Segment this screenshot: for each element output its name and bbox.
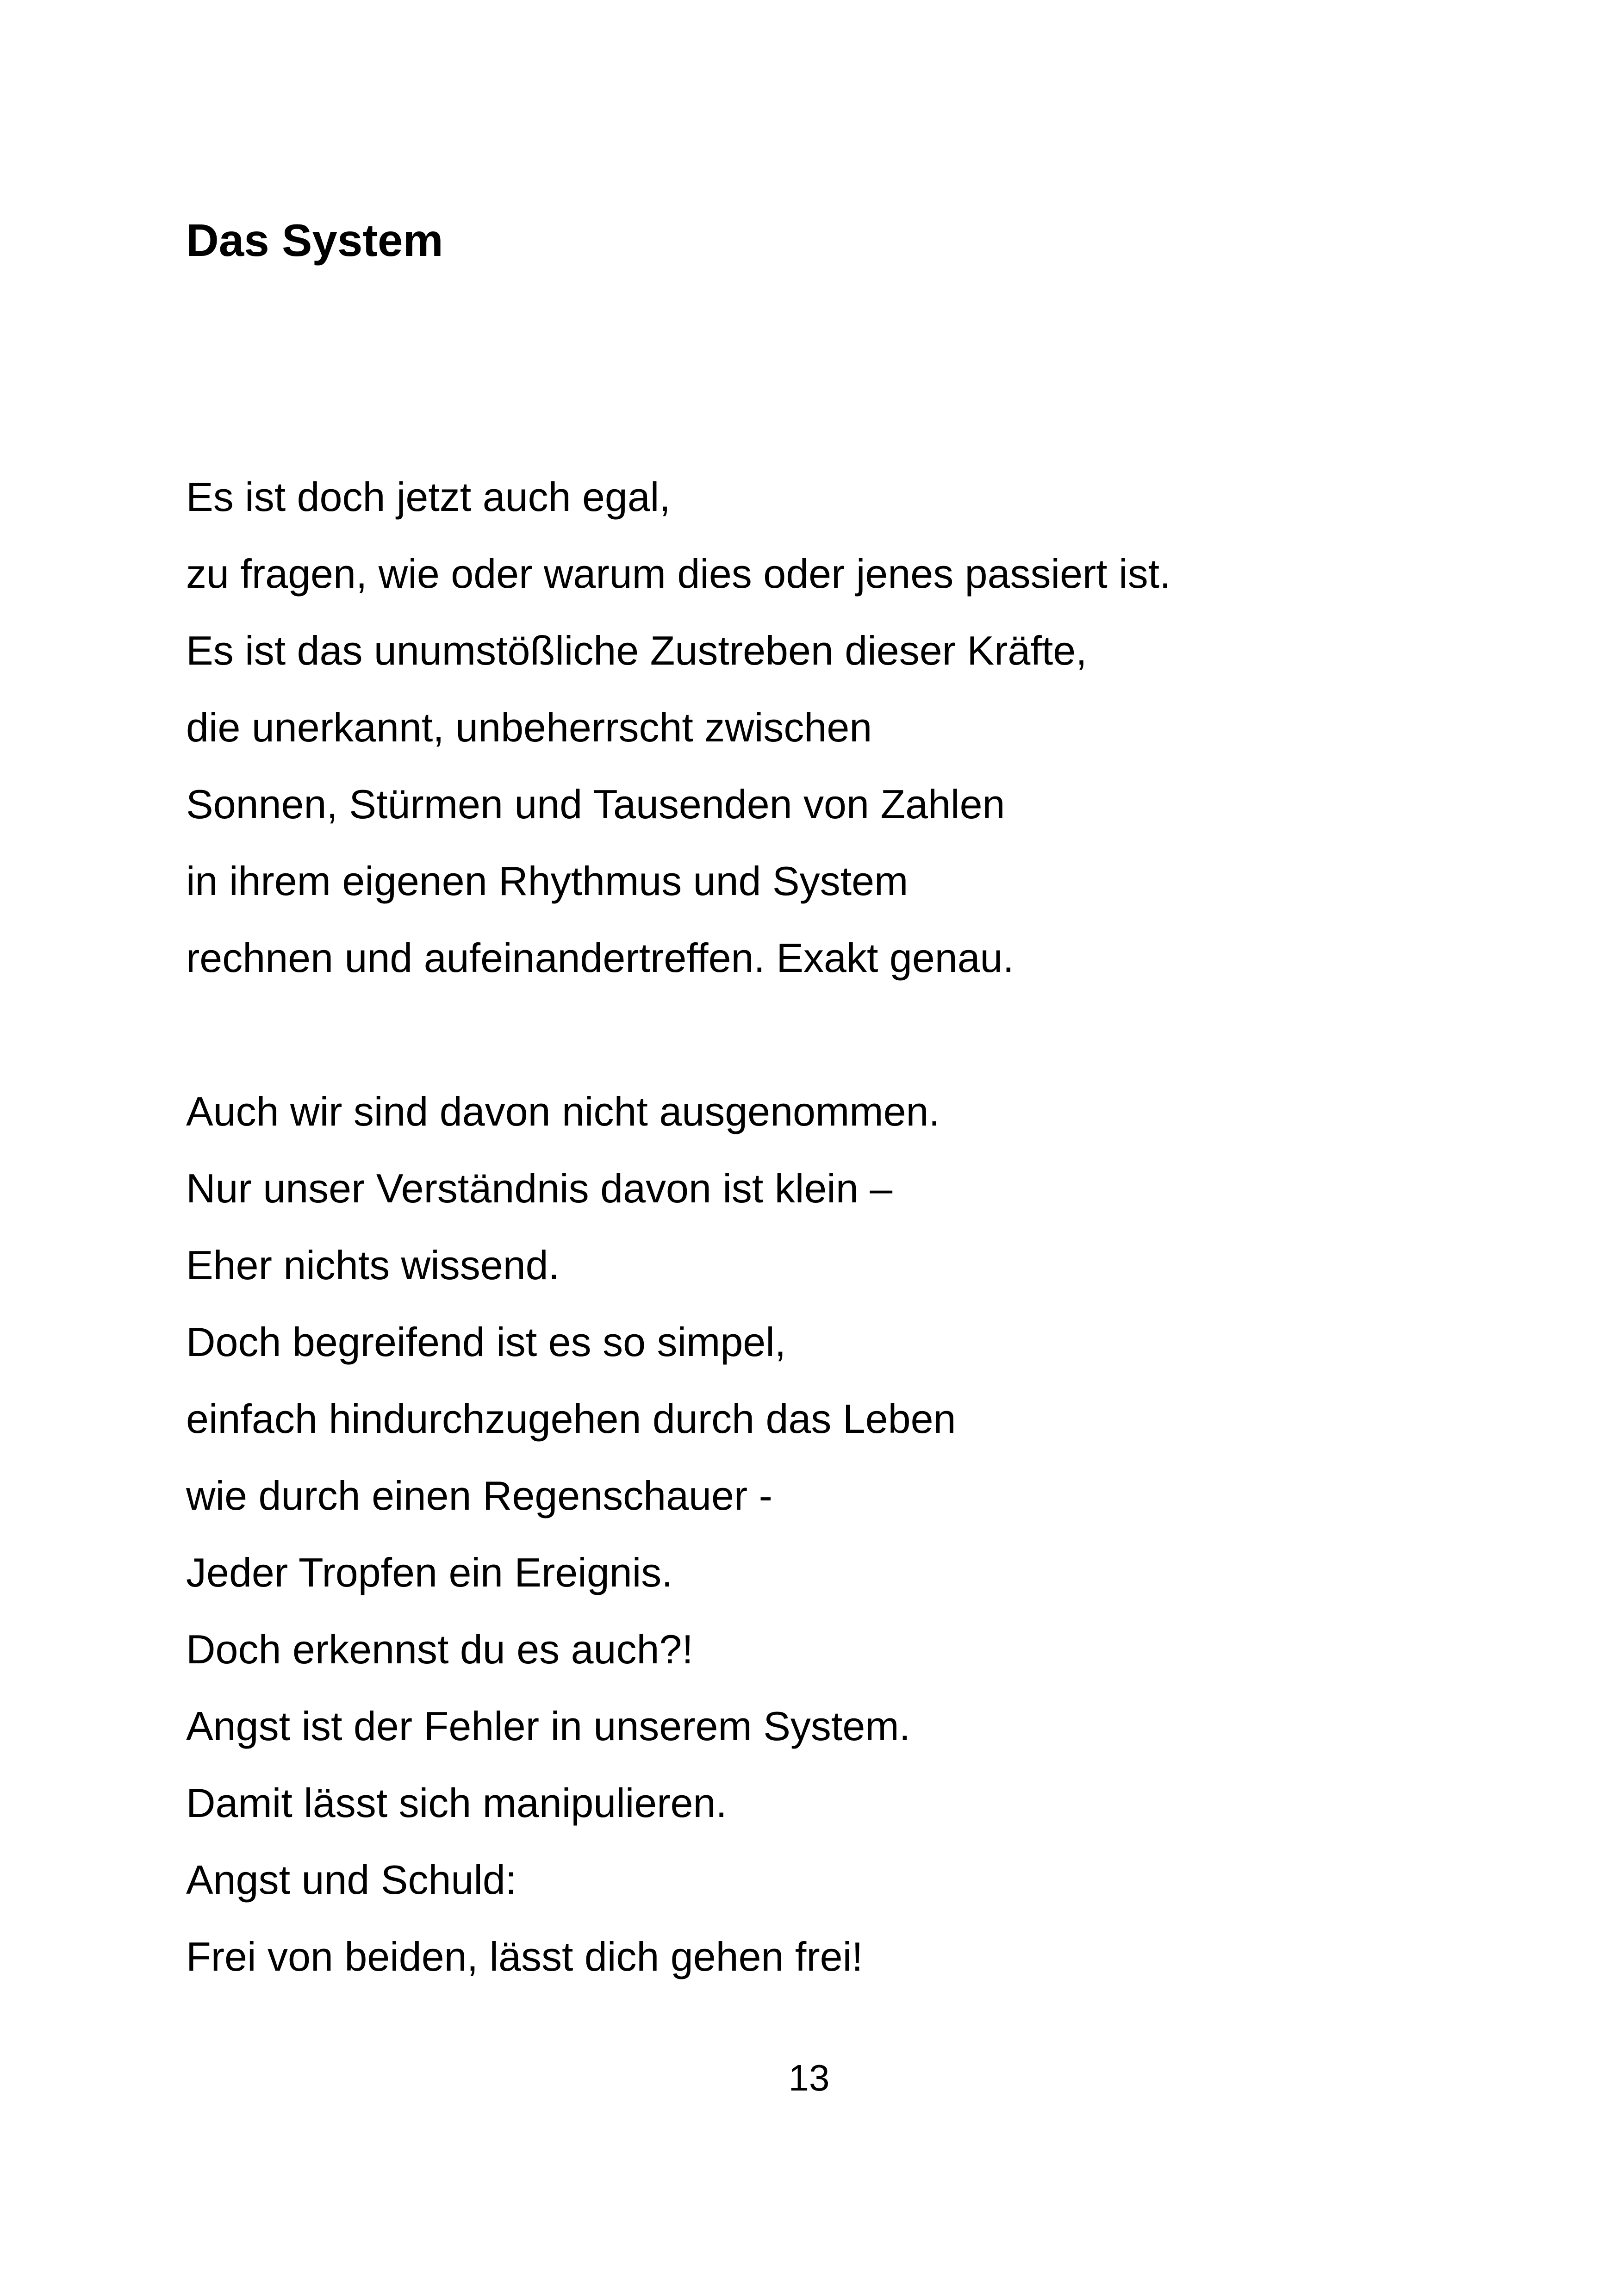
poem-title: Das System <box>186 215 443 266</box>
poem-line: Eher nichts wissend. <box>186 1242 560 1288</box>
poem-line: in ihrem eigenen Rhythmus und System <box>186 858 909 904</box>
poem-line: wie durch einen Regenschauer - <box>186 1473 772 1518</box>
poem-line: zu fragen, wie oder warum dies oder jenes passiert ist. <box>186 551 1171 597</box>
poem-line: Angst ist der Fehler in unserem System. <box>186 1703 911 1749</box>
poem-line: Nur unser Verständnis davon ist klein – <box>186 1165 893 1211</box>
poem-line: Auch wir sind davon nicht ausgenommen. <box>186 1089 940 1134</box>
poem-line: Doch begreifend ist es so simpel, <box>186 1319 786 1365</box>
poem-line: Doch erkennst du es auch?! <box>186 1626 693 1672</box>
poem-line: einfach hindurchzugehen durch das Leben <box>186 1396 956 1442</box>
page-number: 13 <box>788 2057 830 2098</box>
poem-line: Sonnen, Stürmen und Tausenden von Zahlen <box>186 781 1005 827</box>
poem-line: Frei von beiden, lässt dich gehen frei! <box>186 1934 863 1979</box>
poem-line: rechnen und aufeinandertreffen. Exakt genau. <box>186 935 1014 981</box>
poem-line: die unerkannt, unbeherrscht zwischen <box>186 704 872 750</box>
poem-line: Damit lässt sich manipulieren. <box>186 1780 727 1826</box>
poem-line: Jeder Tropfen ein Ereignis. <box>186 1549 673 1595</box>
poem-line: Es ist doch jetzt auch egal, <box>186 474 671 520</box>
poem-line: Es ist das unumstößliche Zustreben dieser Kräfte, <box>186 628 1087 673</box>
poem-line: Angst und Schuld: <box>186 1857 517 1903</box>
